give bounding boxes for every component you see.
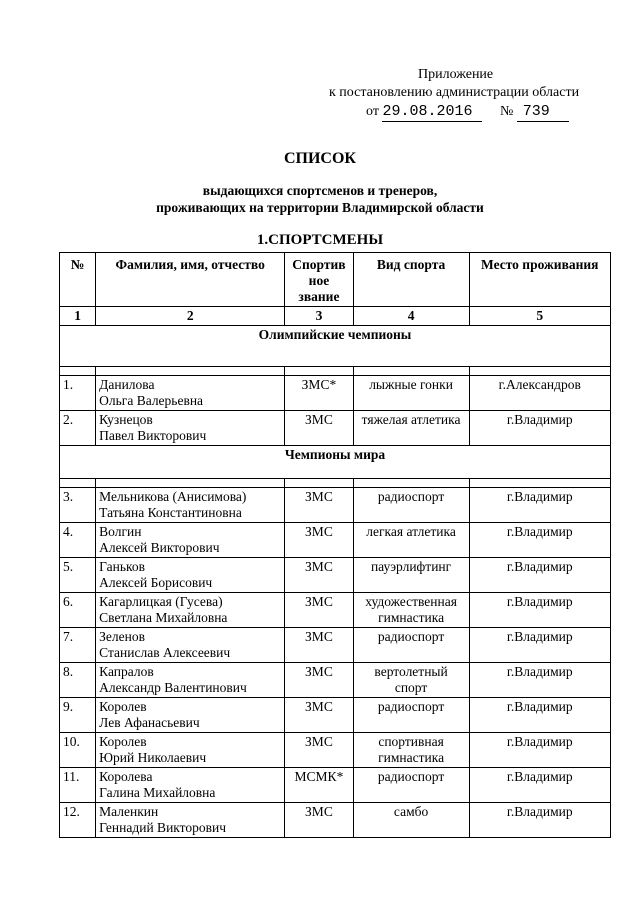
column-number-row: 1 2 3 4 5	[60, 307, 611, 326]
group-title: Чемпионы мира	[60, 446, 611, 479]
sport-type: радиоспорт	[353, 698, 469, 733]
table-row	[60, 803, 611, 838]
athlete-name-cell	[96, 488, 285, 523]
number-prefix: №	[499, 104, 514, 119]
table-row	[60, 698, 611, 733]
athlete-name-cell	[96, 803, 285, 838]
residence-city: г.Владимир	[469, 768, 611, 803]
resolution-date-line	[366, 103, 569, 122]
residence-city: г.Владимир	[469, 628, 611, 663]
sport-type: лыжные гонки	[353, 376, 469, 411]
subtitle-line-1: выдающихся спортсменов и тренеров,	[202, 183, 438, 198]
sport-rank: ЗМС	[285, 593, 353, 628]
sport-type: пауэрлифтинг	[353, 558, 469, 593]
group-spacer-row	[60, 479, 611, 488]
row-number: 8.	[60, 663, 96, 698]
athlete-name-cell	[96, 733, 285, 768]
athlete-name-cell	[96, 558, 285, 593]
table-row	[60, 733, 611, 768]
table-row	[60, 558, 611, 593]
resolution-label: к постановлению администрации области	[329, 85, 580, 100]
row-number: 1.	[60, 376, 96, 411]
table-row	[60, 593, 611, 628]
athlete-given-names: Юрий Николаевич	[99, 750, 207, 765]
table-row	[60, 768, 611, 803]
section-heading: 1.СПОРТСМЕНЫ	[256, 232, 384, 248]
row-number: 10.	[60, 733, 96, 768]
athlete-name-cell	[96, 593, 285, 628]
group-heading-row	[60, 326, 611, 367]
residence-city: г.Владимир	[469, 593, 611, 628]
residence-city: г.Владимир	[469, 663, 611, 698]
sport-type: спортивная гимнастика	[353, 733, 469, 768]
header-rank: Спортив ное звание	[285, 253, 353, 307]
header-sport: Вид спорта	[353, 253, 469, 307]
resolution-date: 29.08.2016	[382, 103, 482, 122]
sport-type: радиоспорт	[353, 488, 469, 523]
appendix-label: Приложение	[418, 67, 494, 82]
residence-city: г.Владимир	[469, 733, 611, 768]
sport-rank: МСМК*	[285, 768, 353, 803]
table-row	[60, 488, 611, 523]
sport-type: самбо	[353, 803, 469, 838]
athlete-name-cell	[96, 411, 285, 446]
table-row	[60, 523, 611, 558]
table-row	[60, 411, 611, 446]
athlete-given-names: Геннадий Викторович	[99, 820, 227, 835]
sport-rank: ЗМС	[285, 628, 353, 663]
header-fullname: Фамилия, имя, отчество	[96, 253, 285, 307]
row-number: 9.	[60, 698, 96, 733]
sport-rank: ЗМС	[285, 663, 353, 698]
athlete-name-cell	[96, 628, 285, 663]
residence-city: г.Владимир	[469, 523, 611, 558]
residence-city: г.Александров	[469, 376, 611, 411]
sport-rank: ЗМС	[285, 803, 353, 838]
athlete-surname: Королева	[99, 769, 153, 784]
athlete-surname: Зеленов	[99, 629, 145, 644]
table-row	[60, 376, 611, 411]
athlete-name-cell	[96, 663, 285, 698]
athlete-name-cell	[96, 523, 285, 558]
table-row	[60, 663, 611, 698]
row-number: 4.	[60, 523, 96, 558]
athlete-given-names: Светлана Михайловна	[99, 610, 228, 625]
row-number: 3.	[60, 488, 96, 523]
list-title: СПИСОК	[283, 150, 357, 167]
sport-rank: ЗМС*	[285, 376, 353, 411]
sport-type: тяжелая атлетика	[353, 411, 469, 446]
athlete-given-names: Татьяна Константиновна	[99, 505, 242, 520]
row-number: 7.	[60, 628, 96, 663]
document-title	[0, 150, 640, 249]
group-spacer-row	[60, 367, 611, 376]
athlete-given-names: Ольга Валерьевна	[99, 393, 204, 408]
athlete-surname: Мельникова (Анисимова)	[99, 489, 247, 504]
sport-type: радиоспорт	[353, 628, 469, 663]
group-title: Олимпийские чемпионы	[60, 326, 611, 367]
athlete-surname: Ганьков	[99, 559, 145, 574]
header-num: №	[60, 253, 96, 307]
athlete-given-names: Александр Валентинович	[99, 680, 247, 695]
athlete-surname: Королев	[99, 699, 147, 714]
row-number: 12.	[60, 803, 96, 838]
athlete-given-names: Павел Викторович	[99, 428, 207, 443]
athlete-given-names: Лев Афанасьевич	[99, 715, 200, 730]
athlete-surname: Королев	[99, 734, 147, 749]
athlete-given-names: Станислав Алексеевич	[99, 645, 231, 660]
athlete-surname: Капралов	[99, 664, 154, 679]
athlete-surname: Данилова	[99, 377, 155, 392]
group-heading-row	[60, 446, 611, 479]
athletes-table	[59, 252, 611, 838]
subtitle-line-2: проживающих на территории Владимирской области	[156, 200, 484, 215]
residence-city: г.Владимир	[469, 488, 611, 523]
sport-rank: ЗМС	[285, 411, 353, 446]
sport-type: художественная гимнастика	[353, 593, 469, 628]
athlete-surname: Маленкин	[99, 804, 159, 819]
table-row	[60, 628, 611, 663]
sport-rank: ЗМС	[285, 733, 353, 768]
row-number: 5.	[60, 558, 96, 593]
athlete-surname: Кузнецов	[99, 412, 153, 427]
sport-rank: ЗМС	[285, 488, 353, 523]
residence-city: г.Владимир	[469, 558, 611, 593]
residence-city: г.Владимир	[469, 803, 611, 838]
sport-type: радиоспорт	[353, 768, 469, 803]
sport-rank: ЗМС	[285, 698, 353, 733]
athlete-surname: Волгин	[99, 524, 142, 539]
sport-rank: ЗМС	[285, 558, 353, 593]
resolution-number: 739	[517, 103, 569, 122]
athlete-given-names: Алексей Викторович	[99, 540, 220, 555]
athlete-given-names: Алексей Борисович	[99, 575, 213, 590]
row-number: 11.	[60, 768, 96, 803]
header-city: Место проживания	[469, 253, 611, 307]
date-prefix: от	[366, 104, 379, 119]
row-number: 2.	[60, 411, 96, 446]
table-header-row	[60, 253, 611, 307]
sport-type: вертолетный спорт	[353, 663, 469, 698]
row-number: 6.	[60, 593, 96, 628]
residence-city: г.Владимир	[469, 698, 611, 733]
athlete-name-cell	[96, 768, 285, 803]
athlete-surname: Кагарлицкая (Гусева)	[99, 594, 223, 609]
sport-type: легкая атлетика	[353, 523, 469, 558]
residence-city: г.Владимир	[469, 411, 611, 446]
sport-rank: ЗМС	[285, 523, 353, 558]
athlete-name-cell	[96, 698, 285, 733]
athlete-name-cell	[96, 376, 285, 411]
athlete-given-names: Галина Михайловна	[99, 785, 216, 800]
